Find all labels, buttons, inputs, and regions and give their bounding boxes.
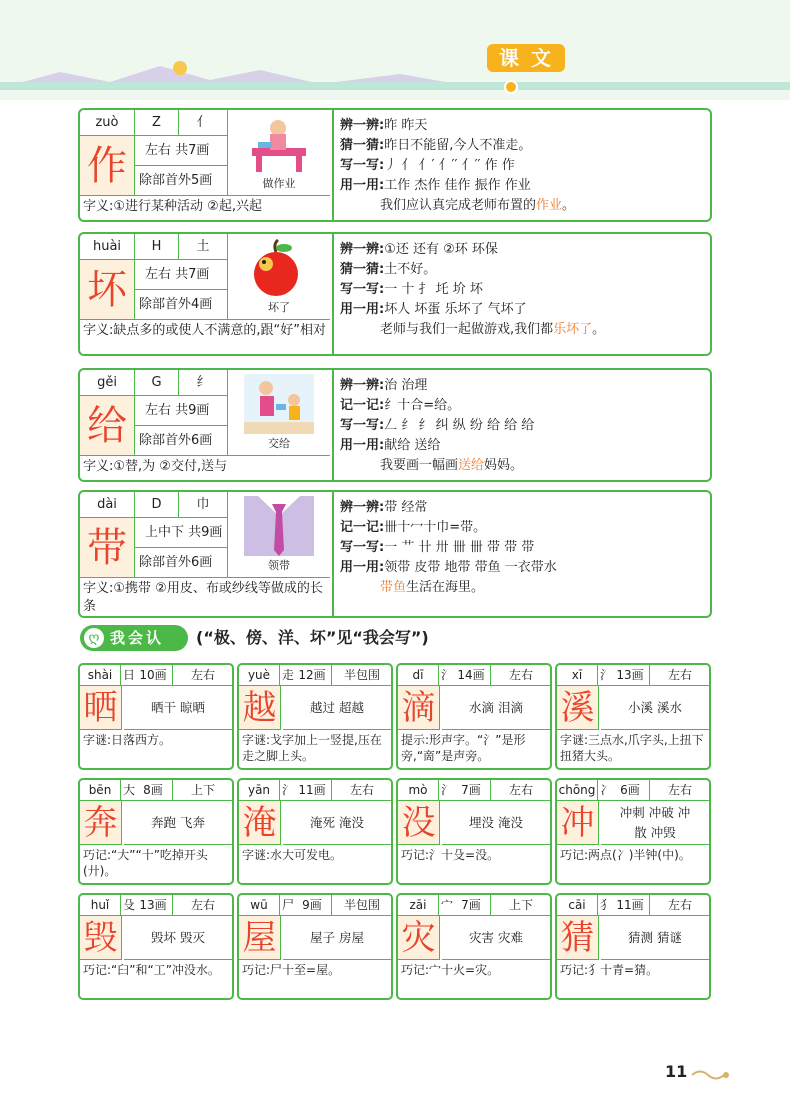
example-words: 毁坏 毁灭 xyxy=(151,930,205,945)
lesson-card xyxy=(78,368,712,482)
line-text: 献给 送给 xyxy=(384,438,441,453)
structure: 左右 xyxy=(190,668,215,682)
pinyin: cāi xyxy=(568,898,586,912)
pinyin: chōng xyxy=(558,783,596,797)
card-header xyxy=(239,665,391,686)
radical: 尸 xyxy=(281,898,294,912)
words-box xyxy=(283,801,391,845)
structure xyxy=(135,518,228,548)
recognize-card xyxy=(237,663,393,770)
lesson-line xyxy=(340,300,704,320)
illustration-caption: 交给 xyxy=(268,437,290,450)
radical: 亻 xyxy=(179,110,228,136)
card-header xyxy=(80,665,232,686)
lesson-line xyxy=(340,396,704,416)
memory-tip: 字谜:三点水,爪字头,上扭下扭猪大头。 xyxy=(560,733,704,763)
stroke-count: 6画 xyxy=(620,783,640,797)
pinyin: gěi xyxy=(80,370,135,396)
example-words: 奔跑 飞奔 xyxy=(151,815,205,830)
stroke-count: 10画 xyxy=(139,668,167,682)
hanzi-character: 毁 xyxy=(80,916,122,960)
structure xyxy=(135,136,228,166)
structure: 左右 xyxy=(667,783,692,797)
example-words: 灾害 灾难 xyxy=(469,930,523,945)
practice-pane xyxy=(334,110,710,220)
hanzi-character: 没 xyxy=(398,801,440,845)
lesson-line xyxy=(340,176,704,196)
line-label: 辨一辨: xyxy=(340,500,385,515)
tab-dot-icon xyxy=(504,80,518,94)
hanzi-character: 带 xyxy=(80,518,135,578)
memory-tip: 字谜:戈字加上一竖提,压在走之脚上头。 xyxy=(242,733,382,763)
stroke-count: 共9画 xyxy=(175,403,210,418)
structure: 半包围 xyxy=(343,898,380,912)
initial-letter: G xyxy=(135,370,179,396)
illustration-caption: 做作业 xyxy=(262,177,296,190)
pinyin: yān xyxy=(247,783,271,797)
line-label: 记一记: xyxy=(340,398,385,413)
lesson-line xyxy=(340,498,704,518)
line-label: 写一写: xyxy=(340,540,385,555)
lesson-line xyxy=(340,558,704,578)
line-label: 用一用: xyxy=(340,438,385,453)
radical: 氵 xyxy=(599,668,612,682)
hanzi-character: 作 xyxy=(80,136,135,196)
example-words: 冲刺 冲破 冲散 冲毁 xyxy=(619,805,691,840)
stroke-count: 8画 xyxy=(143,783,163,797)
hanzi-character: 猜 xyxy=(557,916,599,960)
recognize-card xyxy=(555,893,711,1000)
illustration-caption: 领带 xyxy=(268,559,290,572)
line-label: 辨一辨: xyxy=(340,378,385,393)
char-info-pane xyxy=(80,370,334,480)
line-text: 昨日不能留,今人不准走。 xyxy=(384,138,532,153)
example-highlight: 乐坏了 xyxy=(553,322,593,337)
line-label: 用一用: xyxy=(340,560,385,575)
recognize-card xyxy=(78,778,234,885)
pinyin: yuè xyxy=(247,668,271,682)
lesson-line xyxy=(340,280,704,300)
stroke-count: 共7画 xyxy=(175,143,210,158)
example-words: 屋子 房屋 xyxy=(310,930,364,945)
line-text: 一 艹 卄 卅 卌 卌 带 带 带 xyxy=(384,540,535,555)
words-box xyxy=(442,916,550,960)
pinyin: dài xyxy=(80,492,135,518)
header-band xyxy=(0,82,790,90)
illustration-image xyxy=(244,374,314,438)
card-header xyxy=(239,780,391,801)
memory-tip: 字谜:日落西方。 xyxy=(83,733,172,747)
practice-pane xyxy=(334,234,710,354)
pinyin: bēn xyxy=(88,783,112,797)
structure: 左右 xyxy=(667,668,692,682)
recognize-card xyxy=(396,778,552,885)
radical: 氵 xyxy=(281,783,294,797)
radical: 宀 xyxy=(440,898,453,912)
pinyin: huài xyxy=(80,234,135,260)
recognize-card xyxy=(555,663,711,770)
stroke-count: 共7画 xyxy=(175,267,210,282)
line-text: 治 治理 xyxy=(384,378,428,393)
words-box xyxy=(283,916,391,960)
illustration-caption: 坏了 xyxy=(268,301,290,314)
hanzi-character: 滴 xyxy=(398,686,440,730)
meaning: 字义:缺点多的或使人不满意的,跟“好”相对 xyxy=(83,323,326,338)
hanzi-character: 坏 xyxy=(80,260,135,320)
stroke-count: 7画 xyxy=(461,898,481,912)
line-text: 工作 杰作 佳作 振作 作业 xyxy=(384,178,531,193)
line-label: 记一记: xyxy=(340,520,385,535)
example-pre: 我们应认真完成老师布置的 xyxy=(380,198,537,213)
memory-tip: 巧记:两点(冫)半钟(中)。 xyxy=(560,848,691,862)
hanzi-character: 给 xyxy=(80,396,135,456)
stroke-note: 除部首外5画 xyxy=(135,166,228,196)
words-box xyxy=(442,686,550,730)
memory-tip: 巧记:尸十至=屋。 xyxy=(242,963,341,977)
example-words: 埋没 淹没 xyxy=(469,815,523,830)
lesson-line xyxy=(340,136,704,156)
structure-text: 左右 xyxy=(145,143,172,158)
stroke-note: 除部首外6画 xyxy=(135,426,228,456)
page-number: 11 xyxy=(665,1062,688,1081)
structure: 上下 xyxy=(190,783,215,797)
char-info-pane xyxy=(80,110,334,220)
illustration xyxy=(228,370,330,456)
radical: 纟 xyxy=(179,370,228,396)
radical: 氵 xyxy=(440,783,453,797)
pinyin: wū xyxy=(250,898,268,912)
illustration-image xyxy=(244,496,314,560)
lesson-card xyxy=(78,490,712,618)
pinyin: mò xyxy=(408,783,428,797)
words-box xyxy=(442,801,550,845)
line-text: 一 十 扌 圫 圿 坏 xyxy=(384,282,483,297)
card-header xyxy=(80,780,232,801)
radical: 日 xyxy=(122,668,135,682)
stroke-count: 9画 xyxy=(302,898,322,912)
line-label: 猜一猜: xyxy=(340,138,385,153)
line-label: 用一用: xyxy=(340,302,385,317)
line-text: 丿 亻 亻′ 亻′′ 亻′′ 作 作 xyxy=(384,158,515,173)
structure: 半包围 xyxy=(343,668,380,682)
hanzi-character: 淹 xyxy=(239,801,281,845)
radical: 大 xyxy=(122,783,135,797)
recognize-card xyxy=(78,663,234,770)
example-highlight: 作业 xyxy=(536,198,563,213)
hanzi-character: 奔 xyxy=(80,801,122,845)
structure-text: 左右 xyxy=(145,267,172,282)
example-post: 。 xyxy=(562,198,576,213)
practice-pane xyxy=(334,370,710,480)
pinyin: zāi xyxy=(409,898,427,912)
radical: 殳 xyxy=(122,898,135,912)
illustration xyxy=(228,492,330,578)
card-header xyxy=(398,780,550,801)
example-post: 。 xyxy=(592,322,606,337)
line-text: 昨 昨天 xyxy=(384,118,428,133)
structure-text: 上中下 xyxy=(145,525,185,540)
stroke-count: 13画 xyxy=(616,668,644,682)
stroke-count: 12画 xyxy=(298,668,326,682)
meaning: 字义:①替,为 ②交付,送与 xyxy=(83,459,228,474)
initial-letter: D xyxy=(135,492,179,518)
lesson-line xyxy=(340,436,704,456)
stroke-note: 除部首外6画 xyxy=(135,548,228,578)
illustration-image xyxy=(244,114,314,178)
structure: 左右 xyxy=(349,783,374,797)
line-text: 𠃋 纟 纟 纠 纵 纷 给 给 给 xyxy=(384,418,535,433)
example-pre: 老师与我们一起做游戏,我们都 xyxy=(380,322,554,337)
example-sentence xyxy=(340,196,704,216)
memory-tip: 提示:形声字。“氵”是形旁,“啇”是声旁。 xyxy=(401,733,526,763)
stroke-count: 14画 xyxy=(457,668,485,682)
example-words: 小溪 溪水 xyxy=(628,700,682,715)
memory-tip: 巧记:氵十殳=没。 xyxy=(401,848,500,862)
swirl-icon: ღ xyxy=(84,628,104,648)
meaning: 字义:①携带 ②用皮、布或纱线等做成的长条 xyxy=(83,581,323,614)
recognize-card xyxy=(396,893,552,1000)
hanzi-character: 屋 xyxy=(239,916,281,960)
stroke-count: 11画 xyxy=(616,898,644,912)
example-sentence xyxy=(340,320,704,340)
card-header xyxy=(398,665,550,686)
lesson-line xyxy=(340,376,704,396)
radical: 巾 xyxy=(179,492,228,518)
example-highlight: 送给 xyxy=(458,458,485,473)
meaning: 字义:①进行某种活动 ②起,兴起 xyxy=(83,199,262,214)
memory-tip: 巧记:犭十青=猜。 xyxy=(560,963,659,977)
line-text: 卌十冖十巾=带。 xyxy=(384,520,487,535)
pinyin: huǐ xyxy=(90,898,110,912)
page-swirl-icon xyxy=(690,1068,730,1082)
lesson-card xyxy=(78,108,712,222)
pinyin: zuò xyxy=(80,110,135,136)
lesson-line xyxy=(340,416,704,436)
recognize-card xyxy=(396,663,552,770)
card-header xyxy=(80,895,232,916)
structure: 左右 xyxy=(508,668,533,682)
line-label: 辨一辨: xyxy=(340,242,385,257)
line-text: ①还 还有 ②环 环保 xyxy=(384,242,498,257)
initial-letter: H xyxy=(135,234,179,260)
example-highlight: 带鱼 xyxy=(380,580,407,595)
card-header xyxy=(557,895,709,916)
hanzi-character: 越 xyxy=(239,686,281,730)
stroke-count: 13画 xyxy=(139,898,167,912)
recognize-card xyxy=(555,778,711,885)
radical: 氵 xyxy=(440,668,453,682)
example-sentence xyxy=(340,578,704,598)
pinyin: xī xyxy=(571,668,583,682)
radical: 冫 xyxy=(599,783,612,797)
line-label: 写一写: xyxy=(340,282,385,297)
line-label: 写一写: xyxy=(340,158,385,173)
card-header xyxy=(557,665,709,686)
pinyin: dī xyxy=(412,668,424,682)
line-text: 纟十合=给。 xyxy=(384,398,461,413)
illustration-image xyxy=(244,238,314,302)
words-box xyxy=(124,686,232,730)
radical: 犭 xyxy=(599,898,612,912)
memory-tip: 巧记:宀十火=灾。 xyxy=(401,963,500,977)
section-tab-lesson: 课文 xyxy=(487,44,565,72)
section-badge-recognize: 我会认 xyxy=(80,625,188,651)
char-info-pane xyxy=(80,234,334,354)
stroke-count: 11画 xyxy=(298,783,326,797)
line-label: 写一写: xyxy=(340,418,385,433)
example-words: 淹死 淹没 xyxy=(310,815,364,830)
structure-text: 左右 xyxy=(145,403,172,418)
card-header xyxy=(239,895,391,916)
pinyin: shài xyxy=(87,668,113,682)
illustration xyxy=(228,110,330,196)
line-text: 土不好。 xyxy=(384,262,437,277)
recognize-card xyxy=(237,893,393,1000)
initial-letter: Z xyxy=(135,110,179,136)
practice-pane xyxy=(334,492,710,616)
recognize-card xyxy=(78,893,234,1000)
structure xyxy=(135,260,228,290)
structure: 左右 xyxy=(667,898,692,912)
example-words: 晒干 晾晒 xyxy=(151,700,205,715)
hanzi-character: 冲 xyxy=(557,801,599,845)
illustration xyxy=(228,234,330,320)
lesson-line xyxy=(340,518,704,538)
line-text: 领带 皮带 地带 带鱼 一衣带水 xyxy=(384,560,557,575)
words-box xyxy=(601,801,709,845)
words-box xyxy=(601,686,709,730)
line-text: 坏人 坏蛋 乐坏了 气坏了 xyxy=(384,302,527,317)
hanzi-character: 晒 xyxy=(80,686,122,730)
example-post: 妈妈。 xyxy=(484,458,524,473)
memory-tip: 字谜:水大可发电。 xyxy=(242,848,343,862)
line-label: 辨一辨: xyxy=(340,118,385,133)
line-label: 用一用: xyxy=(340,178,385,193)
example-pre: 我要画一幅画 xyxy=(380,458,459,473)
section-note: (“极、傍、洋、坏”见“我会写”) xyxy=(196,628,429,647)
line-label: 猜一猜: xyxy=(340,262,385,277)
radical: 走 xyxy=(281,668,294,682)
hanzi-character: 溪 xyxy=(557,686,599,730)
lesson-line xyxy=(340,260,704,280)
structure xyxy=(135,396,228,426)
example-words: 越过 超越 xyxy=(310,700,364,715)
char-info-pane xyxy=(80,492,334,616)
words-box xyxy=(124,801,232,845)
memory-tip: 巧记:“臼”和“工”冲没水。 xyxy=(83,963,220,977)
structure: 左右 xyxy=(190,898,215,912)
words-box xyxy=(601,916,709,960)
recognize-card xyxy=(237,778,393,885)
stroke-note: 除部首外4画 xyxy=(135,290,228,320)
stroke-count: 7画 xyxy=(461,783,481,797)
memory-tip: 巧记:“大”“十”吃掉开头(廾)。 xyxy=(83,848,208,878)
lesson-line xyxy=(340,538,704,558)
card-header xyxy=(398,895,550,916)
lesson-card xyxy=(78,232,712,356)
lesson-line xyxy=(340,156,704,176)
line-text: 带 经常 xyxy=(384,500,428,515)
stroke-count: 共9画 xyxy=(188,525,223,540)
words-box xyxy=(124,916,232,960)
card-header xyxy=(557,780,709,801)
example-post: 生活在海里。 xyxy=(406,580,485,595)
example-words: 猜测 猜谜 xyxy=(628,930,682,945)
structure: 左右 xyxy=(508,783,533,797)
lesson-line xyxy=(340,116,704,136)
radical: 土 xyxy=(179,234,228,260)
example-words: 水滴 泪滴 xyxy=(469,700,523,715)
lesson-line xyxy=(340,240,704,260)
hanzi-character: 灾 xyxy=(398,916,440,960)
words-box xyxy=(283,686,391,730)
structure: 上下 xyxy=(508,898,533,912)
example-sentence xyxy=(340,456,704,476)
